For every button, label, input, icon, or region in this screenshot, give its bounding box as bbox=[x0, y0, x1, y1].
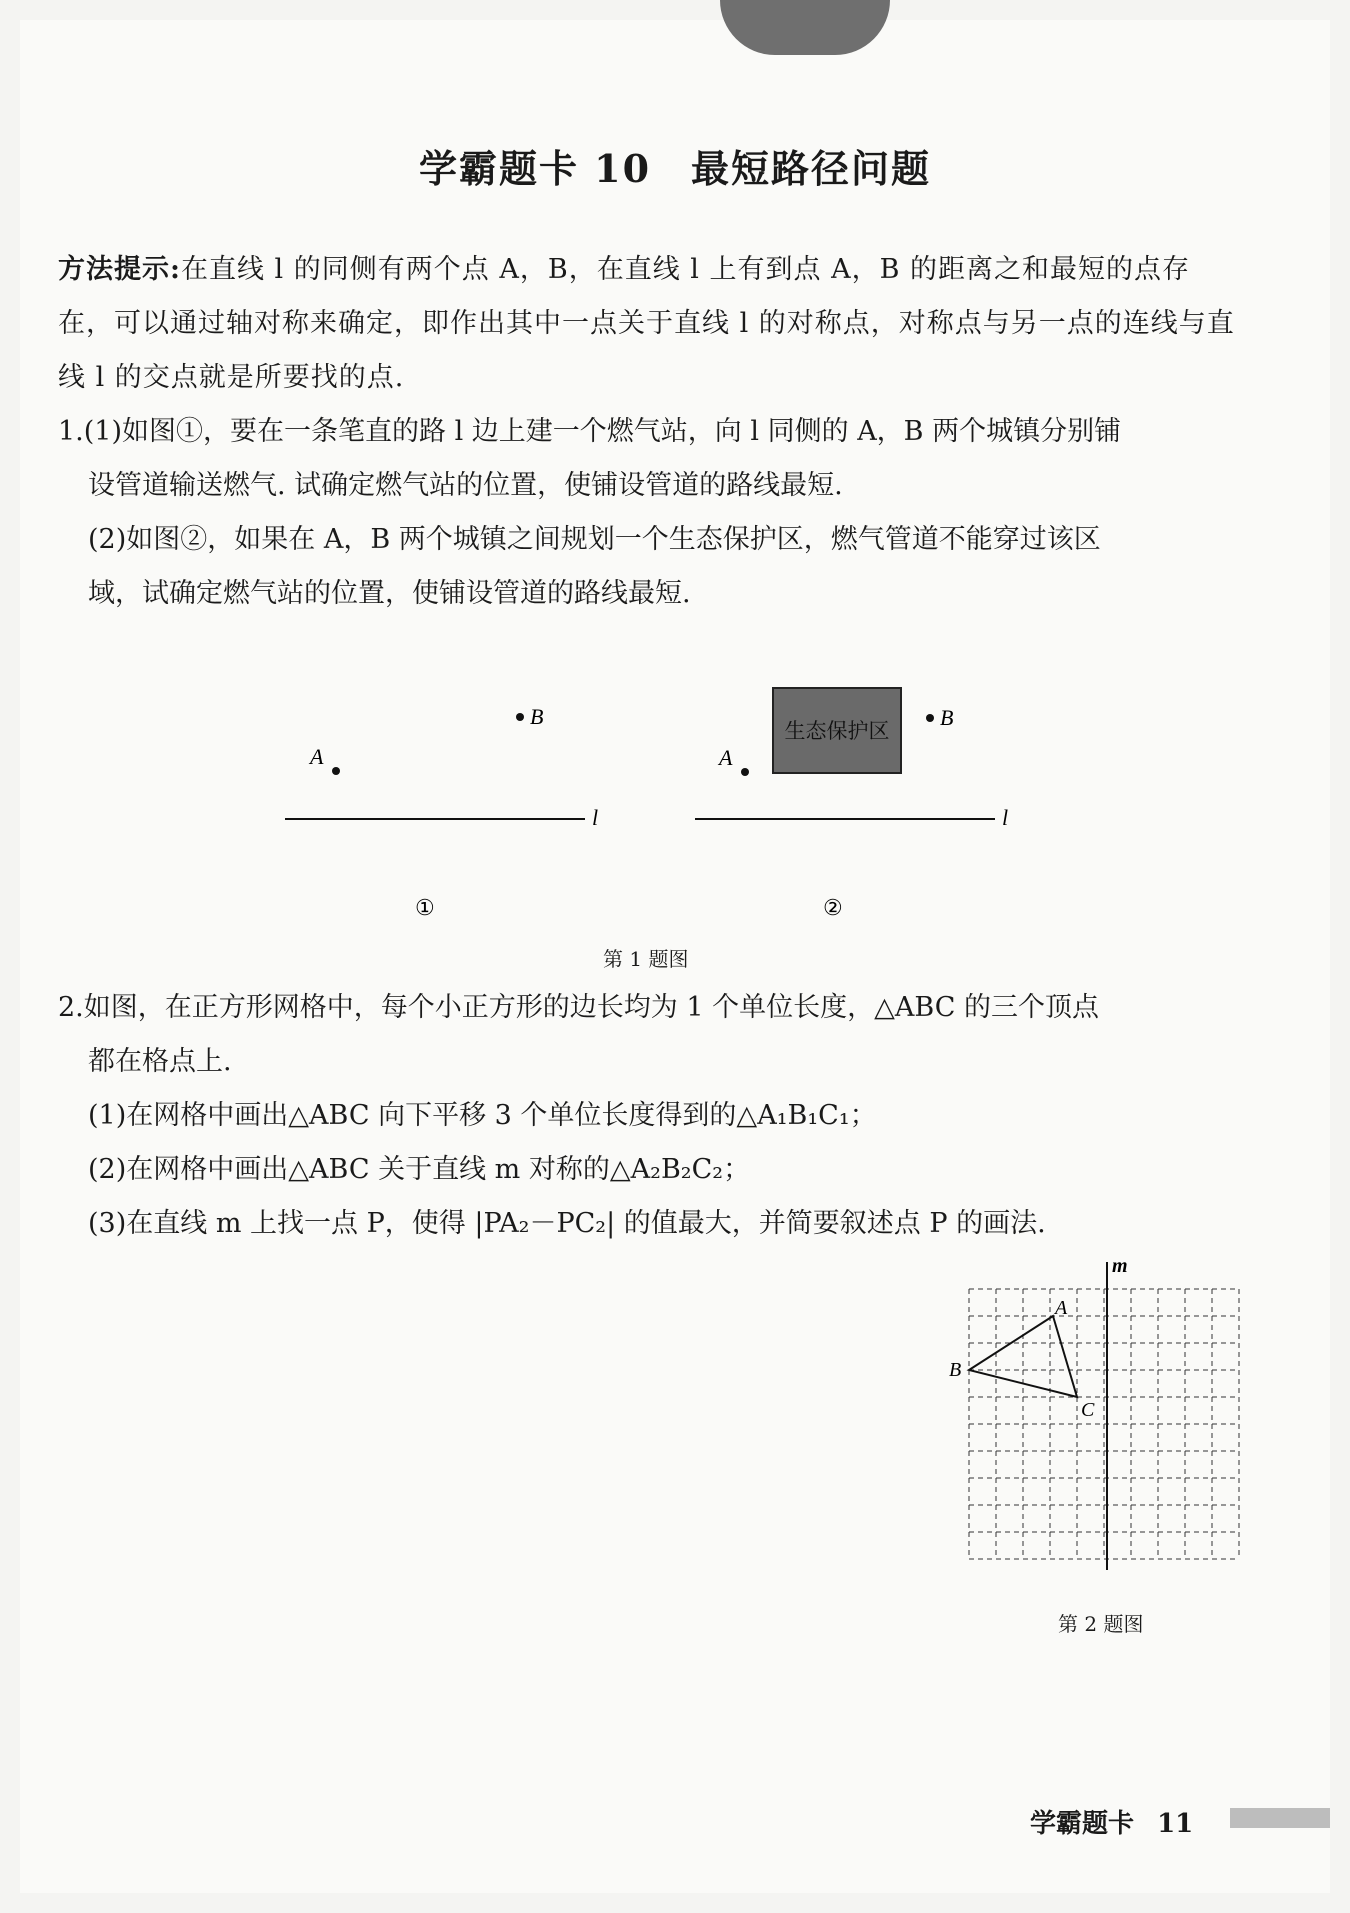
point-b2-label: B bbox=[940, 705, 954, 730]
grid bbox=[969, 1289, 1239, 1559]
page-title: 学霸题卡 10 最短路径问题 bbox=[418, 146, 932, 191]
figure-1 bbox=[270, 680, 1050, 940]
q1-line1: 1.(1)如图①，要在一条笔直的路 l 边上建一个燃气站，向 l 同侧的 A，B 两个城镇分别铺 bbox=[58, 416, 1122, 447]
point-a2-label: A bbox=[719, 745, 733, 770]
q2-line5: (3)在直线 m 上找一点 P，使得 |PA₂－PC₂| 的值最大，并简要叙述点 P 的画法. bbox=[88, 1208, 1046, 1239]
q1-line3: (2)如图②，如果在 A，B 两个城镇之间规划一个生态保护区，燃气管道不能穿过该区 bbox=[88, 524, 1101, 555]
q2-line1: 2.如图，在正方形网格中，每个小正方形的边长均为 1 个单位长度，△ABC 的三个顶点 bbox=[58, 992, 1099, 1023]
tip-text: 在直线 l 的同侧有两个点 A，B，在直线 l 上有到点 A，B 的距离之和最短的点存在，可以通过轴对称来确定，即作出其中一点关于直线 l 的对称点，对称点与另一点的连线与直线 l 的交点就是所要找的点. bbox=[58, 254, 1235, 393]
q1-line4: 域，试确定燃气站的位置，使铺设管道的路线最短. bbox=[88, 578, 691, 609]
q1-line2: 设管道输送燃气. 试确定燃气站的位置，使铺设管道的路线最短. bbox=[88, 470, 843, 501]
method-tip bbox=[58, 243, 1238, 405]
figure-2 bbox=[945, 1250, 1245, 1580]
vertex-b-label: B bbox=[949, 1359, 962, 1381]
vertex-c-label: C bbox=[1081, 1399, 1095, 1421]
line-m-label: m bbox=[1112, 1255, 1128, 1277]
figure-2-caption: 第 2 题图 bbox=[1058, 1612, 1144, 1636]
figure-label-2: ② bbox=[823, 895, 843, 920]
eco-zone-label: 生态保护区 bbox=[784, 719, 890, 743]
point-a-label: A bbox=[310, 744, 324, 769]
footer-bar bbox=[1230, 1808, 1330, 1828]
q2-line3: (1)在网格中画出△ABC 向下平移 3 个单位长度得到的△A₁B₁C₁； bbox=[88, 1100, 877, 1131]
road-label-2: l bbox=[1002, 805, 1009, 830]
point-b-label: B bbox=[530, 704, 544, 729]
point-a2-dot bbox=[741, 768, 749, 776]
footer bbox=[1030, 1803, 1193, 1840]
road-label: l bbox=[592, 805, 599, 830]
figure-label-1: ① bbox=[415, 895, 435, 920]
q2-line2: 都在格点上. bbox=[88, 1046, 232, 1077]
vertex-a-label: A bbox=[1055, 1297, 1068, 1319]
point-b2-dot bbox=[926, 714, 934, 722]
footer-text: 学霸题卡 bbox=[1030, 1809, 1135, 1839]
q2-line4: (2)在网格中画出△ABC 关于直线 m 对称的△A₂B₂C₂； bbox=[88, 1154, 751, 1185]
figure-1-caption: 第 1 题图 bbox=[603, 947, 689, 971]
point-b-dot bbox=[516, 713, 524, 721]
page-number: 11 bbox=[1157, 1809, 1194, 1839]
tip-label: 方法提示: bbox=[58, 254, 181, 285]
point-a-dot bbox=[332, 767, 340, 775]
